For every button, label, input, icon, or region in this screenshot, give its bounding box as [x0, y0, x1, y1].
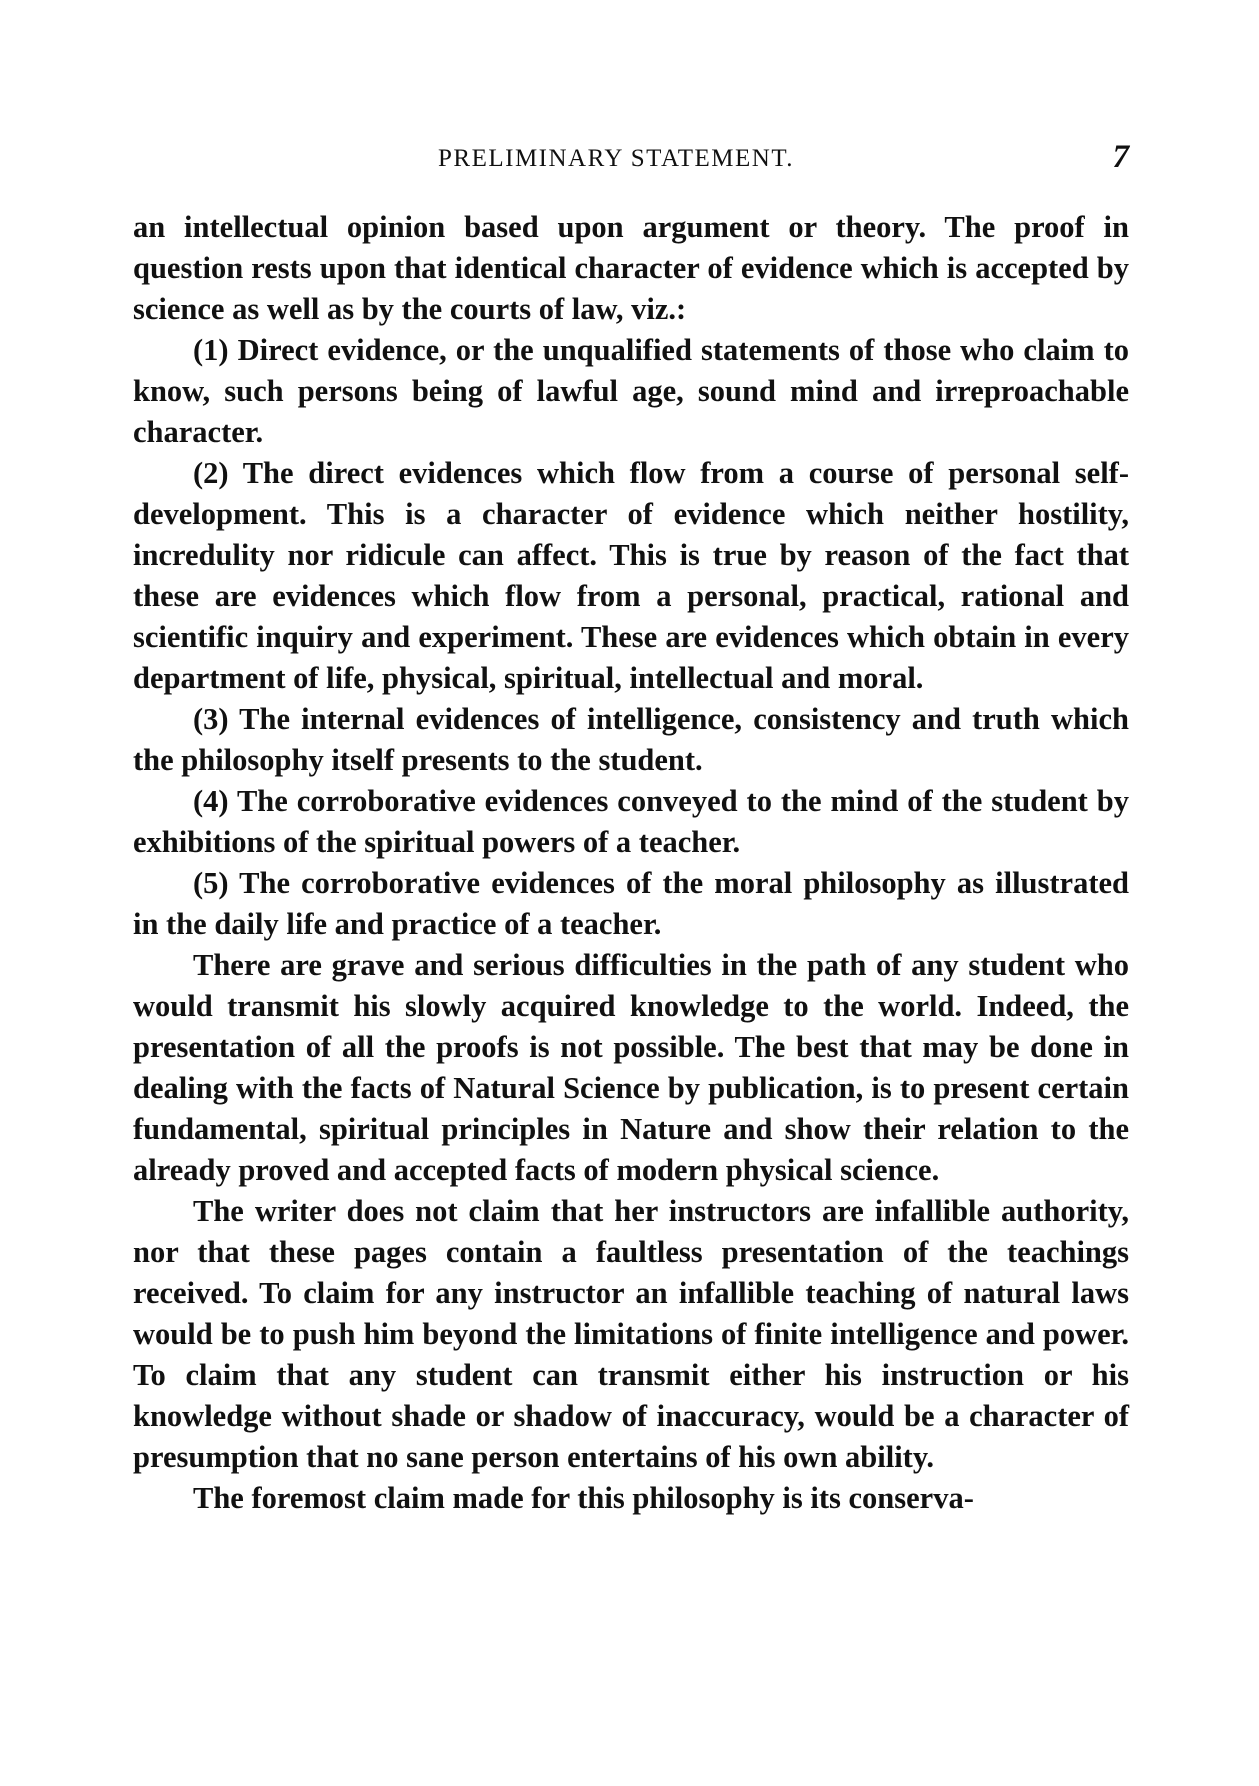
paragraph-evidence-4: (4) The corroborative evidences conveyed to the mind of the student by exhibitions of the spiritual powers of a teacher.: [133, 784, 1129, 859]
paragraph-continuation: an intellectual opinion based upon argument or theory. The proof in question rests upon that identical character of evidence which is accepted by science as well as by the courts of law, viz.:: [133, 210, 1129, 326]
paragraph-evidence-2: (2) The direct evidences which flow from a course of personal self-development. This is a character of evidence which neither hostility, incredulity nor ridicule can affect. This is true by reason of the fact that these are evidences which flow from a personal, practical, rational and scientific inquiry and experiment. These are evidences which obtain in every department of life, physical, spiritual, intellectual and moral.: [133, 456, 1129, 695]
paragraph-writer-claim: The writer does not claim that her instructors are infallible authority, nor that these pages contain a faultless presentation of the teachings received. To claim for any instructor an infallible teaching of natural laws would be to push him beyond the limitations of finite intelligence and power. To claim that any student can transmit either his instruction or his knowledge without shade or shadow of inaccuracy, would be a character of presumption that no sane person entertains of his own ability.: [133, 1194, 1129, 1474]
paragraph-evidence-5: (5) The corroborative evidences of the moral philosophy as illustrated in the daily life and practice of a teacher.: [133, 866, 1129, 941]
paragraph-foremost-claim: The foremost claim made for this philosophy is its conserva-: [193, 1481, 974, 1515]
running-title: PRELIMINARY STATEMENT.: [438, 145, 794, 172]
paragraph-difficulties: There are grave and serious difficulties in the path of any student who would transmit his slowly acquired knowledge to the world. Indeed, the presentation of all the proofs is not possible. The best that may be done in dealing with the facts of Natural Science by publication, is to present certain fundamental, spiritual principles in Nature and show their relation to the already proved and accepted facts of modern physical science.: [133, 948, 1129, 1187]
paragraph-evidence-1: (1) Direct evidence, or the unqualified statements of those who claim to know, such persons being of lawful age, sound mind and irreproachable character.: [133, 333, 1129, 449]
paragraph-evidence-3: (3) The internal evidences of intelligence, consistency and truth which the philosophy itself presents to the student.: [133, 702, 1129, 777]
body-text: [133, 207, 1129, 1519]
page-number: 7: [1112, 139, 1129, 175]
running-head: [133, 139, 1129, 185]
